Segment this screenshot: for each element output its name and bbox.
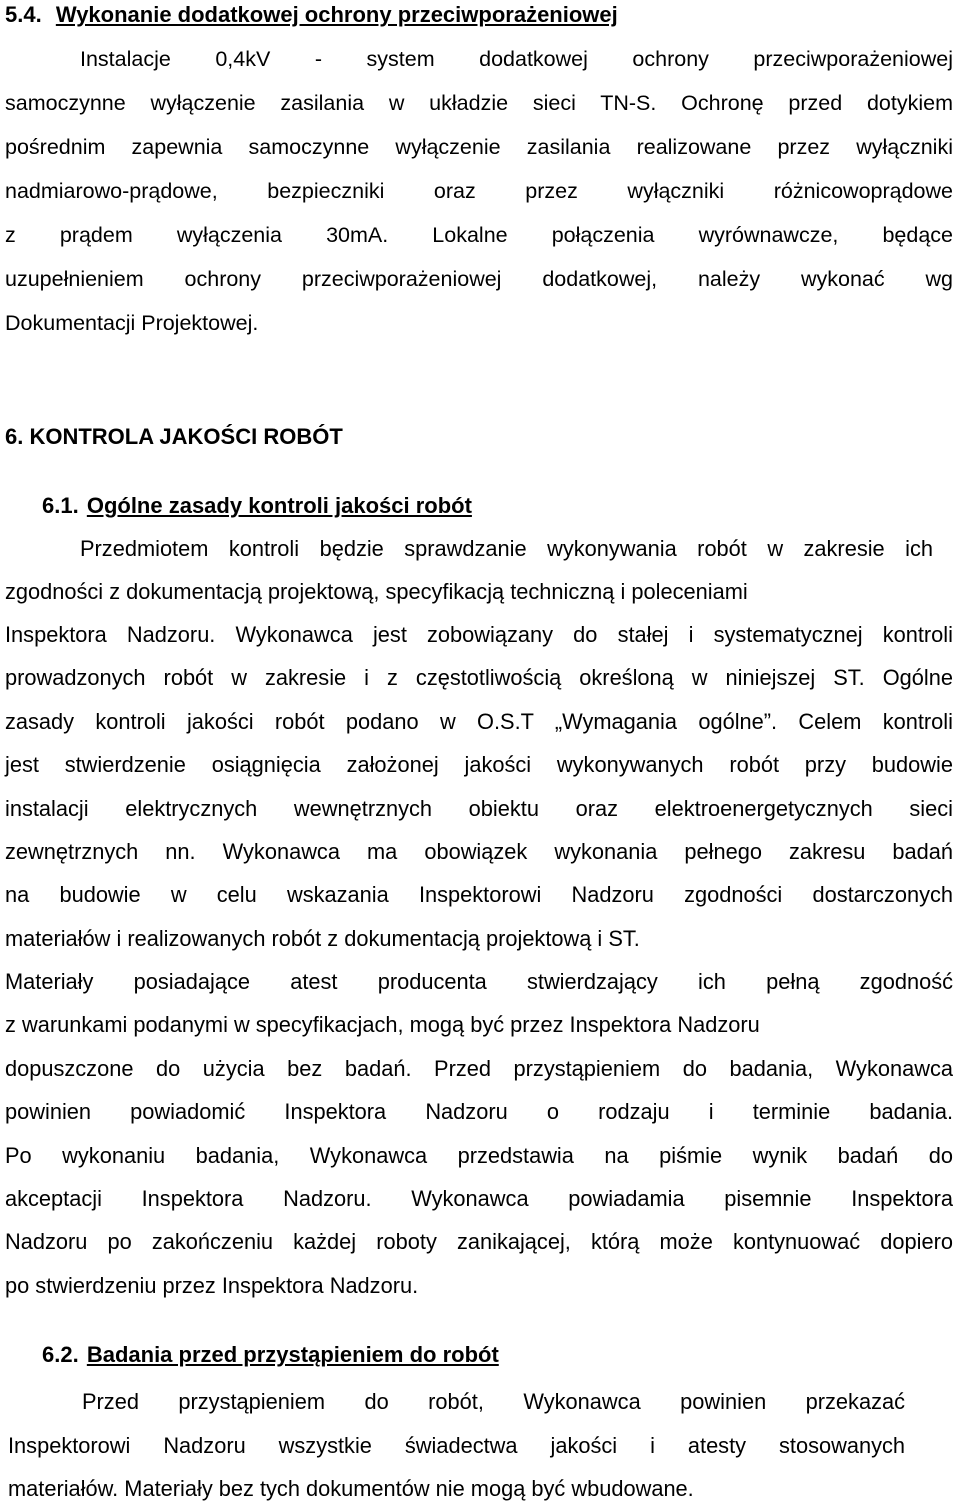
section-6-2-heading — [42, 1342, 499, 1368]
section-number: 6.2. — [42, 1342, 79, 1367]
paragraph-line: Instalacje 0,4kV - system dodatkowej ochrony przeciwporażeniowej — [80, 47, 953, 71]
section-number: 6.1. — [42, 493, 79, 518]
paragraph-line: na budowie w celu wskazania Inspektorowi Nadzoru zgodności dostarczonych — [5, 882, 953, 907]
paragraph-line: Nadzoru po zakończeniu każdej roboty zanikającej, którą może kontynuować dopiero — [5, 1229, 953, 1254]
paragraph-line: Inspektorowi Nadzoru wszystkie świadectwa jakości i atesty stosowanych — [8, 1433, 905, 1458]
paragraph-line: Przedmiotem kontroli będzie sprawdzanie wykonywania robót w zakresie ich — [80, 536, 933, 561]
paragraph-line: z prądem wyłączenia 30mA. Lokalne połączenia wyrównawcze, będące — [5, 223, 953, 247]
chapter-6-heading: 6. KONTROLA JAKOŚCI ROBÓT — [5, 424, 343, 449]
paragraph-line: zasady kontroli jakości robót podano w O.S.T „Wymagania ogólne”. Celem kontroli — [5, 709, 953, 734]
paragraph-line: nadmiarowo-prądowe, bezpieczniki oraz przez wyłączniki różnicowoprądowe — [5, 179, 953, 203]
paragraph-line: zgodności z dokumentacją projektową, specyfikacją techniczną i poleceniami — [5, 579, 748, 604]
paragraph-line: materiałów i realizowanych robót z dokumentacją projektową i ST. — [5, 926, 640, 951]
paragraph-line: pośrednim zapewnia samoczynne wyłączenie zasilania realizowane przez wyłączniki — [5, 135, 953, 159]
paragraph-line: zewnętrznych nn. Wykonawca ma obowiązek wykonania pełnego zakresu badań — [5, 839, 953, 864]
paragraph-line: akceptacji Inspektora Nadzoru. Wykonawca powiadamia pisemnie Inspektora — [5, 1186, 953, 1211]
paragraph-line: Po wykonaniu badania, Wykonawca przedstawia na piśmie wynik badań do — [5, 1143, 953, 1168]
paragraph-line: po stwierdzeniu przez Inspektora Nadzoru. — [5, 1273, 419, 1298]
paragraph-line: uzupełnieniem ochrony przeciwporażeniowej dodatkowej, należy wykonać wg — [5, 267, 953, 291]
paragraph-line: Materiały posiadające atest producenta stwierdzający ich pełną zgodność — [5, 969, 953, 994]
paragraph-line: prowadzonych robót w zakresie i z częstotliwością określoną w niniejszej ST. Ogólne — [5, 665, 953, 690]
paragraph-line: dopuszczone do użycia bez badań. Przed przystąpieniem do badania, Wykonawca — [5, 1056, 953, 1081]
paragraph-line: Przed przystąpieniem do robót, Wykonawca powinien przekazać — [82, 1389, 905, 1414]
section-number: 5.4. — [5, 2, 42, 27]
section-5-4-heading — [5, 2, 618, 28]
paragraph-line: instalacji elektrycznych wewnętrznych obiektu oraz elektroenergetycznych sieci — [5, 796, 953, 821]
section-6-1-heading — [42, 493, 472, 519]
paragraph-line: z warunkami podanymi w specyfikacjach, mogą być przez Inspektora Nadzoru — [5, 1012, 760, 1037]
section-title: Badania przed przystąpieniem do robót — [86, 1342, 499, 1367]
paragraph-line: Inspektora Nadzoru. Wykonawca jest zobowiązany do stałej i systematycznej kontroli — [5, 622, 953, 647]
paragraph-line: samoczynne wyłączenie zasilania w układzie sieci TN-S. Ochronę przed dotykiem — [5, 91, 953, 115]
paragraph-line: Dokumentacji Projektowej. — [5, 311, 259, 335]
section-title: Ogólne zasady kontroli jakości robót — [86, 493, 472, 518]
paragraph-line: materiałów. Materiały bez tych dokumentów nie mogą być wbudowane. — [8, 1476, 694, 1501]
paragraph-line: jest stwierdzenie osiągnięcia założonej jakości wykonywanych robót przy budowie — [5, 752, 953, 777]
section-title: Wykonanie dodatkowej ochrony przeciwporażeniowej — [55, 2, 618, 27]
paragraph-line: powinien powiadomić Inspektora Nadzoru o rodzaju i terminie badania. — [5, 1099, 953, 1124]
